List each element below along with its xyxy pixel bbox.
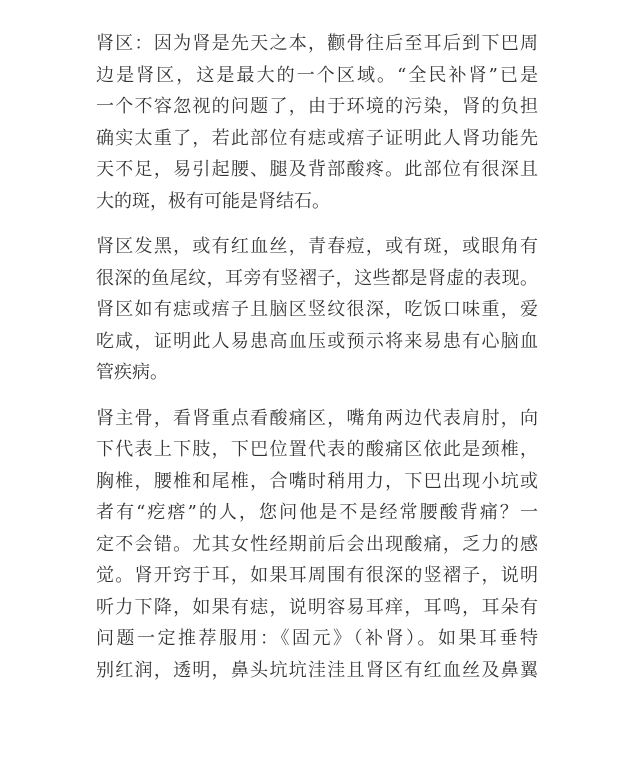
article-body xyxy=(96,28,538,700)
text-line: 别红润，透明，鼻头坑坑洼洼且肾区有红血丝及鼻翼 xyxy=(96,659,538,681)
text-line: 者有“疙瘩”的人，您问他是不是经常腰酸背痛？一 xyxy=(96,502,538,523)
text-line: 很深的鱼尾纹，耳旁有竖褶子，这些都是肾虚的表现。 xyxy=(96,267,538,289)
text-line: 定不会错。尤其女性经期前后会出现酸痛，乏力的感 xyxy=(96,533,538,555)
paragraph-kidney-bones xyxy=(96,403,538,687)
text-line: 管疾病。 xyxy=(96,362,168,383)
text-line: 问题一定推荐服用：《固元》（补肾）。如果耳垂特 xyxy=(96,628,538,649)
text-line: 觉。肾开窍于耳，如果耳周围有很深的竖褶子，说明 xyxy=(96,565,538,586)
text-line: 边是肾区，这是最大的一个区域。“全民补肾”已是 xyxy=(96,64,538,86)
text-line: 吃咸，证明此人易患高血压或预示将来易患有心脑血 xyxy=(96,330,538,352)
text-line: 听力下降，如果有痣，说明容易耳痒，耳鸣，耳朵有 xyxy=(96,596,538,618)
text-line: 下代表上下肢，下巴位置代表的酸痛区依此是颈椎， xyxy=(96,439,538,460)
text-line: 肾区发黑，或有红血丝，青春痘，或有斑，或眼角有 xyxy=(96,236,538,257)
text-line: 确实太重了，若此部位有痣或痦子证明此人肾功能先 xyxy=(96,127,538,149)
text-line: 肾区如有痣或痦子且脑区竖纹很深，吃饭口味重，爱 xyxy=(96,299,538,320)
text-line: 天不足，易引起腰、腿及背部酸疼。此部位有很深且 xyxy=(96,159,538,180)
paragraph-kidney-darkening xyxy=(96,231,538,389)
text-line: 肾主骨，看肾重点看酸痛区，嘴角两边代表肩肘，向 xyxy=(96,407,538,429)
text-line: 肾区：因为肾是先天之本，颧骨往后至耳后到下巴周 xyxy=(96,33,538,54)
text-line: 胸椎，腰椎和尾椎，合嘴时稍用力，下巴出现小坑或 xyxy=(96,470,538,492)
paragraph-kidney-zone xyxy=(96,28,538,217)
text-line: 大的斑，极有可能是肾结石。 xyxy=(96,190,330,212)
text-line: 一个不容忽视的问题了，由于环境的污染，肾的负担 xyxy=(96,96,538,117)
